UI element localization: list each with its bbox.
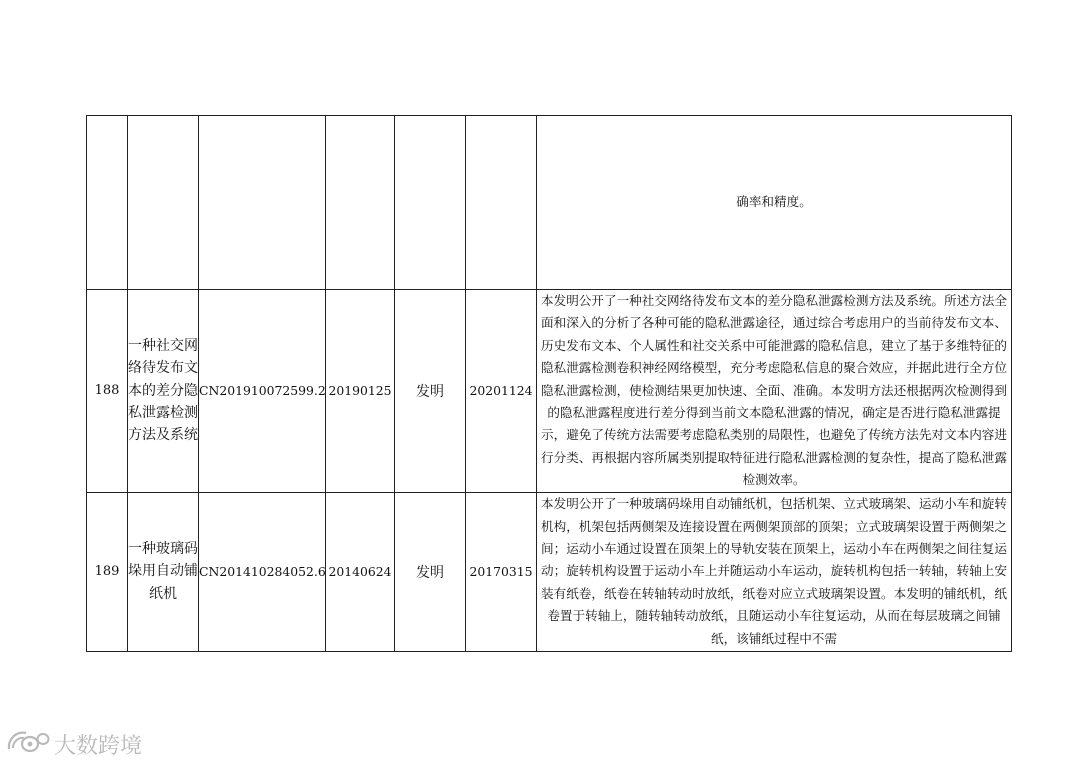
patent-table [86,115,1012,652]
grant-date [466,116,537,290]
application-date: 20190125 [326,290,395,493]
table-row [87,492,1012,651]
application-number: CN201910072599.2 [199,290,326,493]
watermark [6,727,142,761]
weibo-logo-icon [6,727,54,761]
table-row [87,290,1012,493]
patent-type [395,116,466,290]
table-row [87,116,1012,290]
application-number [199,116,326,290]
patent-name: 一种玻璃码垛用自动铺纸机 [128,492,199,651]
row-number: 189 [87,492,128,651]
grant-date: 20170315 [466,492,537,651]
patent-name [128,116,199,290]
patent-abstract: 本发明公开了一种社交网络待发布文本的差分隐私泄露检测方法及系统。所述方法全面和深入的分析了各种可能的隐私泄露途径，通过综合考虑用户的当前待发布文本、历史发布文本、个人属性和社交关系中可能泄露的隐私信息，建立了基于多维特征的隐私泄露检测卷积神经网络模型，充分考虑隐私信息的聚合效应，并据此进行全方位隐私泄露检测，使检测结果更加快速、全面、准确。本发明方法还根据两次检测得到的隐私泄露程度进行差分得到当前文本隐私泄露的情况，确定是否进行隐私泄露提示，避免了传统方法需要考虑隐私类别的局限性，也避免了传统方法先对文本内容进行分类、再根据内容所属类别提取特征进行隐私泄露检测的复杂性，提高了隐私泄露检测效率。 [537,290,1012,493]
patent-type: 发明 [395,290,466,493]
patent-name: 一种社交网络待发布文本的差分隐私泄露检测方法及系统 [128,290,199,493]
grant-date: 20201124 [466,290,537,493]
patent-abstract: 确率和精度。 [537,116,1012,290]
row-number [87,116,128,290]
application-date: 20140624 [326,492,395,651]
application-number: CN201410284052.6 [199,492,326,651]
patent-type: 发明 [395,492,466,651]
patent-abstract [537,492,1012,651]
watermark-text: 大数跨境 [54,733,143,759]
application-date [326,116,395,290]
row-number: 188 [87,290,128,493]
patent-abstract-text: 本发明公开了一种玻璃码垛用自动铺纸机，包括机架、立式玻璃架、运动小车和旋转机构，机架包括两侧架及连接设置在两侧架顶部的顶架；立式玻璃架设置于两侧架之间；运动小车通过设置在顶架上的导轨安装在顶架上，运动小车在两侧架之间往复运动；旋转机构设置于运动小车上并随运动小车运动，旋转机构包括一转轴，转轴上安装有纸卷，纸卷在转轴转动时放纸，纸卷对应立式玻璃架设置。本发明的铺纸机，纸卷置于转轴上，随转轴转动放纸，且随运动小车往复运动，从而在每层玻璃之间铺纸，该铺纸过程中不需 [541,496,1007,646]
